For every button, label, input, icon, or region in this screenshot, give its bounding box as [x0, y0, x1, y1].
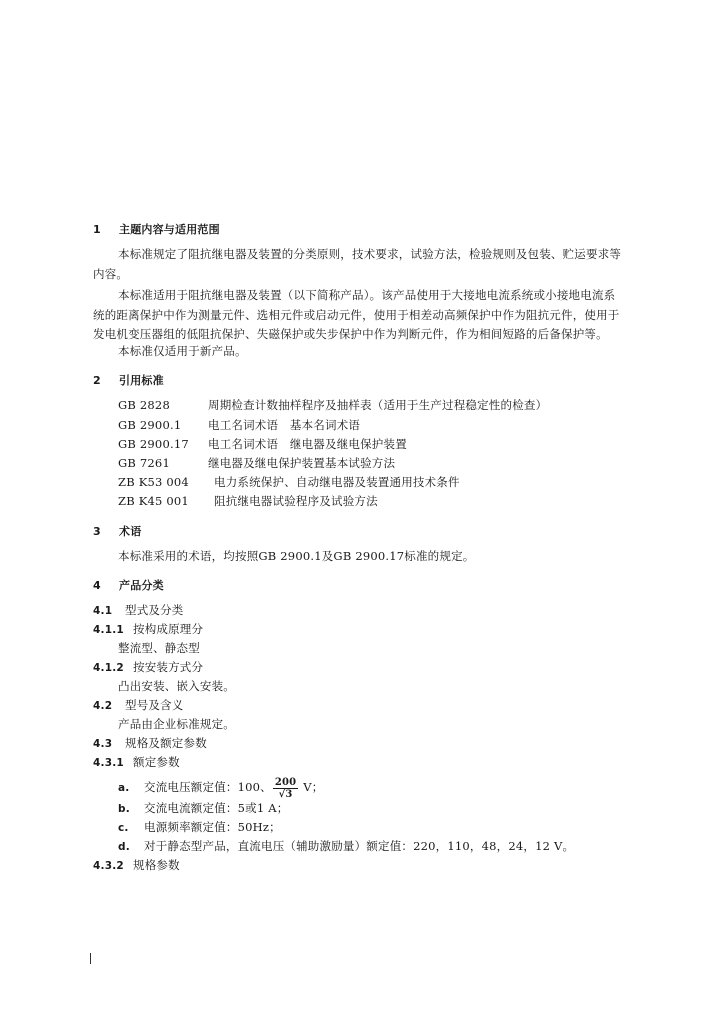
fraction	[273, 777, 298, 800]
reference-title: 电工名词术语 继电器及继电保护装置	[208, 437, 407, 451]
clause-title: 型号及含义	[125, 698, 184, 712]
clause-4-2	[93, 697, 184, 714]
clause-title: 规格及额定参数	[125, 736, 207, 750]
reference-code: ZB K53 004	[118, 475, 189, 489]
section-2-title: 引用标准	[119, 374, 164, 387]
fraction-numerator: 200	[274, 776, 297, 788]
clause-title: 额定参数	[133, 755, 180, 769]
reference-row	[118, 397, 547, 413]
clause-4-3-1	[93, 754, 180, 771]
item-label: c.	[118, 822, 129, 834]
fraction-denominator: √3	[278, 788, 293, 800]
clause-4-3-2	[93, 857, 180, 874]
reference-row	[118, 417, 360, 433]
section-3-heading	[93, 524, 141, 540]
reference-title: 继电器及继电保护装置基本试验方法	[208, 456, 396, 470]
item-text: 电源频率额定值：50Hz；	[144, 820, 281, 834]
reference-code: ZB K45 001	[118, 494, 189, 508]
s1-paragraph-2-line-2: 统的距离保护中作为测量元件、选相元件或启动元件，使用于相差动高频保护中作为阻抗元件，使用于	[93, 308, 620, 322]
s1-paragraph-1-line-1: 本标准规定了阻抗继电器及装置的分类原则，技术要求，试验方法，检验规则及包装、贮运要求等	[118, 247, 622, 261]
clause-4-3	[93, 735, 207, 752]
s1-paragraph-1-line-2: 内容。	[93, 267, 129, 281]
item-d	[118, 838, 574, 855]
clause-number: 4.3	[93, 738, 113, 750]
clause-number: 4.1	[93, 605, 113, 617]
s3-text: 本标准采用的术语，均按照GB 2900.1及GB 2900.17标准的规定。	[118, 549, 475, 563]
page-margin-mark	[90, 953, 91, 964]
clause-title: 规格参数	[133, 858, 180, 872]
section-2-heading	[93, 373, 164, 389]
section-4-heading	[93, 578, 164, 594]
section-4-title: 产品分类	[119, 579, 164, 592]
reference-title: 电工名词术语 基本名词术语	[208, 418, 361, 432]
clause-number: 4.2	[93, 700, 113, 712]
item-b	[118, 800, 288, 817]
s1-paragraph-3: 本标准仅适用于新产品。	[118, 344, 247, 358]
clause-4-1-1	[93, 621, 203, 638]
item-a-prefix: 交流电压额定值：100、	[144, 780, 272, 794]
item-label: d.	[118, 841, 130, 853]
clause-title: 按构成原理分	[133, 622, 204, 636]
clause-title: 按安装方式分	[133, 660, 204, 674]
section-3-number: 3	[93, 525, 101, 538]
clause-number: 4.1.1	[93, 624, 124, 636]
clause-4-1-1-text: 整流型、静态型	[118, 641, 200, 655]
section-3-title: 术语	[119, 525, 142, 538]
item-text: 对于静态型产品，直流电压（辅助激励量）额定值：220，110，48，24，12 V。	[144, 839, 575, 853]
reference-title: 周期检查计数抽样程序及抽样表（适用于生产过程稳定性的检查）	[208, 398, 548, 412]
section-1-heading	[93, 222, 220, 238]
clause-number: 4.1.2	[93, 662, 124, 674]
reference-row	[118, 436, 407, 452]
reference-code: GB 2900.1	[118, 418, 182, 432]
item-label: b.	[118, 803, 130, 815]
reference-row	[118, 455, 395, 471]
s1-paragraph-2-line-1: 本标准适用于阻抗继电器及装置（以下简称产品）。该产品使用于大接地电流系统或小接地电流系	[118, 288, 616, 302]
clause-4-1	[93, 602, 184, 619]
reference-code: GB 2828	[118, 398, 170, 412]
item-c	[118, 819, 281, 836]
item-a-suffix: V；	[299, 780, 324, 794]
item-label: a.	[118, 782, 130, 794]
reference-title: 阻抗继电器试验程序及试验方法	[214, 494, 378, 508]
item-a	[118, 776, 323, 800]
reference-code: GB 2900.17	[118, 437, 189, 451]
section-4-number: 4	[93, 579, 101, 592]
section-1-title: 主题内容与适用范围	[119, 223, 220, 236]
s1-paragraph-2-line-3: 发电机变压器组的低阻抗保护、失磁保护或失步保护中作为判断元件，作为相间短路的后备保护等。	[93, 327, 608, 341]
clause-number: 4.3.1	[93, 757, 124, 769]
section-1-number: 1	[93, 223, 101, 236]
reference-title: 电力系统保护、自动继电器及装置通用技术条件	[214, 475, 460, 489]
reference-code: GB 7261	[118, 456, 170, 470]
clause-title: 型式及分类	[125, 603, 184, 617]
item-text: 交流电流额定值：5或1 A；	[144, 801, 289, 815]
clause-4-2-text: 产品由企业标准规定。	[118, 717, 235, 731]
section-2-number: 2	[93, 374, 101, 387]
clause-number: 4.3.2	[93, 860, 124, 872]
reference-row	[118, 493, 378, 509]
clause-4-1-2	[93, 659, 203, 676]
clause-4-1-2-text: 凸出安装、嵌入安装。	[118, 679, 235, 693]
reference-row	[118, 474, 460, 490]
